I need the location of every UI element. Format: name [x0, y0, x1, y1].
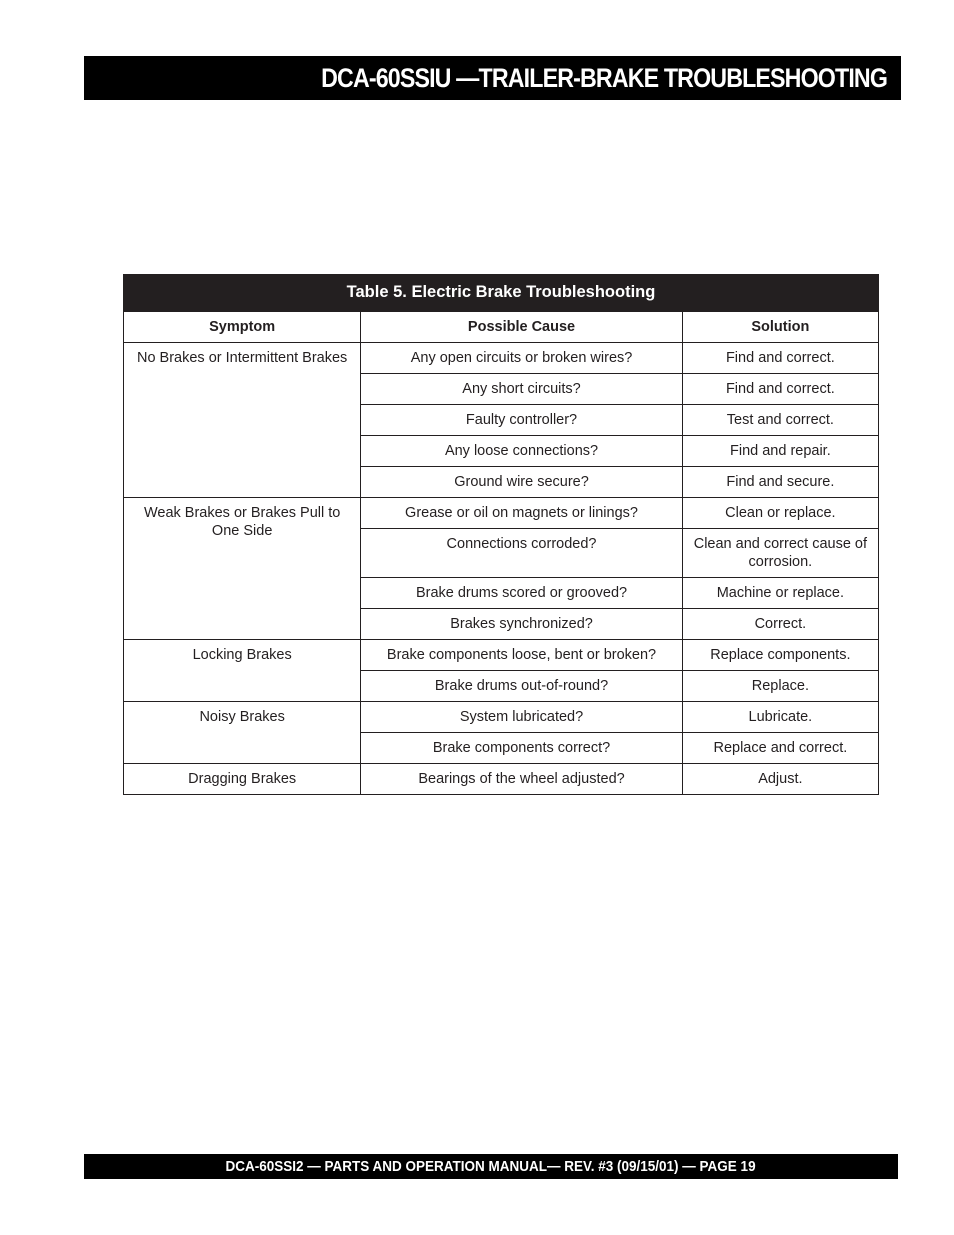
cause-cell: Brakes synchronized?	[361, 609, 682, 640]
cause-cell: Brake drums out-of-round?	[361, 671, 682, 702]
cause-cell: Grease or oil on magnets or linings?	[361, 498, 682, 529]
solution-cell: Replace components.	[682, 640, 878, 671]
cause-cell: Ground wire secure?	[361, 467, 682, 498]
column-header-solution: Solution	[682, 312, 878, 343]
cause-cell: Any short circuits?	[361, 374, 682, 405]
symptom-cell: No Brakes or Intermittent Brakes	[124, 343, 361, 498]
cause-cell: System lubricated?	[361, 702, 682, 733]
cause-cell: Bearings of the wheel adjusted?	[361, 764, 682, 795]
table-row	[124, 498, 879, 529]
solution-cell: Find and secure.	[682, 467, 878, 498]
table-caption: Table 5. Electric Brake Troubleshooting	[123, 274, 879, 311]
solution-cell: Clean and correct cause of corrosion.	[682, 529, 878, 578]
footer-text: DCA-60SSI2 — PARTS AND OPERATION MANUAL— REV. #3 (09/15/01) — PAGE 19	[225, 1158, 757, 1175]
column-header-cause: Possible Cause	[361, 312, 682, 343]
column-header-symptom: Symptom	[124, 312, 361, 343]
table-row	[124, 640, 879, 671]
solution-cell: Correct.	[682, 609, 878, 640]
table-row	[124, 702, 879, 733]
solution-cell: Replace and correct.	[682, 733, 878, 764]
solution-cell: Clean or replace.	[682, 498, 878, 529]
symptom-cell: Locking Brakes	[124, 640, 361, 702]
solution-cell: Find and repair.	[682, 436, 878, 467]
cause-cell: Brake components loose, bent or broken?	[361, 640, 682, 671]
solution-cell: Find and correct.	[682, 374, 878, 405]
cause-cell: Connections corroded?	[361, 529, 682, 578]
cause-cell: Faulty controller?	[361, 405, 682, 436]
troubleshooting-table	[123, 274, 879, 795]
troubleshooting-table-container	[123, 274, 879, 795]
table-header-row	[124, 312, 879, 343]
table-row	[124, 764, 879, 795]
solution-cell: Replace.	[682, 671, 878, 702]
table-body	[124, 343, 879, 795]
cause-cell: Brake components correct?	[361, 733, 682, 764]
cause-cell: Brake drums scored or grooved?	[361, 578, 682, 609]
cause-cell: Any open circuits or broken wires?	[361, 343, 682, 374]
symptom-cell: Weak Brakes or Brakes Pull to One Side	[124, 498, 361, 640]
solution-cell: Machine or replace.	[682, 578, 878, 609]
solution-cell: Lubricate.	[682, 702, 878, 733]
symptom-cell: Noisy Brakes	[124, 702, 361, 764]
page-header	[84, 56, 901, 100]
page-footer	[84, 1154, 898, 1179]
solution-cell: Adjust.	[682, 764, 878, 795]
table-row	[124, 343, 879, 374]
solution-cell: Find and correct.	[682, 343, 878, 374]
symptom-cell: Dragging Brakes	[124, 764, 361, 795]
cause-cell: Any loose connections?	[361, 436, 682, 467]
page-title: DCA-60SSIU —TRAILER-BRAKE TROUBLESHOOTING	[321, 62, 887, 93]
solution-cell: Test and correct.	[682, 405, 878, 436]
